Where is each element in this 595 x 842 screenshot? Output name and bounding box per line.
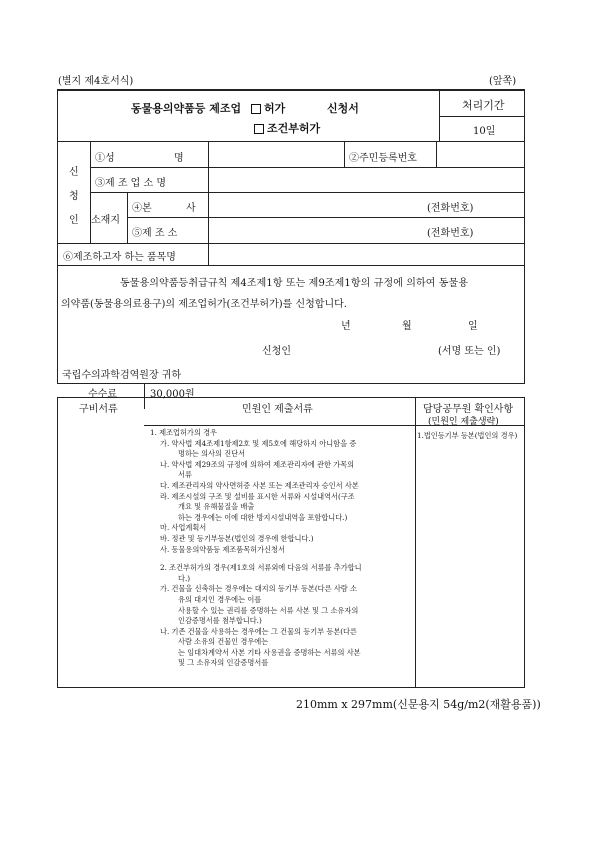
footer-rule (57, 687, 525, 688)
title-col-divider (439, 89, 440, 141)
statement-bottom (57, 383, 525, 384)
doc-line: 명하는 의사의 진단서 (178, 449, 246, 459)
doc-line: 가. 건물을 신축하는 경우에는 대지의 등기부 등본(다른 사람 소 (160, 584, 357, 594)
hq-label-end: 사 (186, 203, 196, 214)
doc-line: 사람 소유의 건물인 경우에는 (178, 637, 269, 647)
official-item: 1.법인등기부 등본(법인의 경우) (417, 431, 518, 440)
checkbox-permit[interactable] (251, 104, 261, 114)
table-right-border (524, 89, 525, 383)
fee-value: 30,000원 (150, 389, 195, 400)
resident-no-field[interactable] (437, 142, 523, 166)
business-name-label: ③제 조 업 소 명 (95, 178, 167, 189)
doc-line: 나. 기존 건물을 사용하는 경우에는 그 건물의 등기부 등본(다른 (160, 626, 357, 636)
doc-line: 마. 사업계획서 (160, 523, 207, 533)
applicant-side-label-1: 신 (69, 167, 79, 178)
doc-line: 다. 제조관리자의 약사면허증 사본 또는 제조관리자 승인서 사본 (160, 480, 359, 490)
form-number: (별지 제4호서식) (58, 76, 134, 87)
doc-line: 바. 정관 및 등기부등본(법인의 경우에 한합니다.) (160, 533, 314, 543)
doc-line: 가. 약사법 제4조제1항제2호 및 제5호에 해당하지 아니함을 증 (160, 438, 357, 448)
processing-value: 10일 (473, 126, 496, 137)
name-field[interactable] (209, 142, 343, 166)
form-title (131, 100, 359, 116)
doc-line: 인감증명서를 첨부합니다.) (178, 616, 262, 626)
civil-docs-list (150, 428, 362, 669)
doc-line: 2. 조건부허가의 경우(제1호의 서류외에 다음의 서류를 추가합니 (160, 563, 362, 573)
name-label-end: 명 (174, 153, 184, 164)
processing-label: 처리기간 (462, 99, 505, 112)
doc-line: 는 임대차계약서 사본 기타 사용권을 증명하는 서류의 사본 (178, 647, 361, 657)
fee-divider (144, 383, 145, 397)
paper-spec: 210mm x 297mm(신문용지 54g/m2(재활용품)) (296, 698, 541, 711)
plant-address-field[interactable] (209, 218, 523, 242)
resident-divider-a (344, 141, 345, 167)
table-left-border (57, 89, 58, 383)
product-bottom (57, 265, 525, 266)
civil-docs-header: 민원인 제출서류 (242, 404, 313, 415)
docs-col-a-top (144, 397, 145, 409)
official-header-1: 담당공무원 확인사항 (423, 404, 514, 415)
form-title-application: 신청서 (327, 102, 359, 115)
processing-divider (439, 116, 524, 117)
documents-label: 구비서류 (79, 404, 118, 415)
doc-line: 개요 및 유해물질을 배출 (178, 502, 255, 512)
resident-no-label: ②주민등록번호 (349, 153, 417, 164)
location-label: 소재지 (91, 215, 120, 226)
doc-line: 사용할 수 있는 권리를 증명하는 서류 사본 및 그 소유자의 (178, 605, 359, 615)
doc-line: 다.) (178, 573, 191, 583)
option-permit: 허가 (251, 102, 285, 115)
business-name-field[interactable] (209, 168, 523, 191)
checkbox-conditional[interactable] (254, 124, 264, 134)
option-conditional: 조건부허가 (254, 120, 320, 136)
doc-line: 라. 제조시설의 구조 및 설비를 표시한 서류와 시설내역서(구조 (160, 491, 355, 501)
doc-line: 유의 대지인 경우에는 이를 (178, 594, 262, 604)
doc-line: 1. 제조업허가의 경우 (150, 428, 217, 437)
doc-line: 서류 (178, 470, 192, 480)
docs-right-border (524, 397, 525, 687)
doc-line: 나. 약사법 제29조의 규정에 의하여 제조관리자에 관한 가목의 (160, 459, 355, 469)
page-side-label: (앞쪽) (489, 76, 517, 87)
applicant-side-label-2: 청 (69, 191, 79, 202)
applicant-side-label-3: 인 (69, 215, 79, 226)
applicant-sign-label: 신청인 (262, 346, 291, 357)
statement-line-2: 의약품(동물용의료용구)의 제조업허가(조건부허가)를 신청합니다. (61, 299, 347, 310)
fee-bottom (57, 397, 525, 398)
date-day: 일 (468, 321, 478, 332)
signature-label: (서명 또는 인) (438, 346, 501, 357)
doc-line: 사. 동물용의약품등 제조품목허가신청서 (160, 544, 285, 554)
date-month: 월 (402, 321, 412, 332)
product-field[interactable] (209, 244, 523, 264)
name-label: ①성 (95, 153, 115, 164)
official-header-2: (민원인 제출생략) (428, 417, 499, 427)
fee-label: 수수료 (88, 389, 117, 400)
doc-line: 하는 경우에는 이에 대한 방지시설내역을 포함합니다.) (178, 512, 348, 522)
statement-line-1: 동물용의약품등취급규칙 제4조제1항 또는 제9조제1항의 규정에 의하여 동물용 (120, 278, 469, 289)
product-label: ⑥제조하고자 하는 품목명 (63, 252, 176, 263)
date-year: 년 (341, 321, 351, 332)
plant-label: ⑤제 조 소 (132, 228, 178, 239)
addressee: 국립수의과학검역원장 귀하 (62, 370, 182, 381)
docs-col-b (415, 397, 416, 687)
form-title-main: 동물용의약품등 제조업 (131, 102, 242, 115)
hq-phone-label: (전화번호) (427, 203, 474, 214)
hq-address-field[interactable] (209, 193, 523, 216)
docs-left-border (57, 397, 58, 687)
table-top-border (57, 89, 525, 91)
doc-line: 및 그 소유자의 인감증명서를 (178, 658, 269, 668)
hq-label: ④본 (132, 203, 152, 214)
plant-phone-label: (전화번호) (427, 228, 474, 239)
